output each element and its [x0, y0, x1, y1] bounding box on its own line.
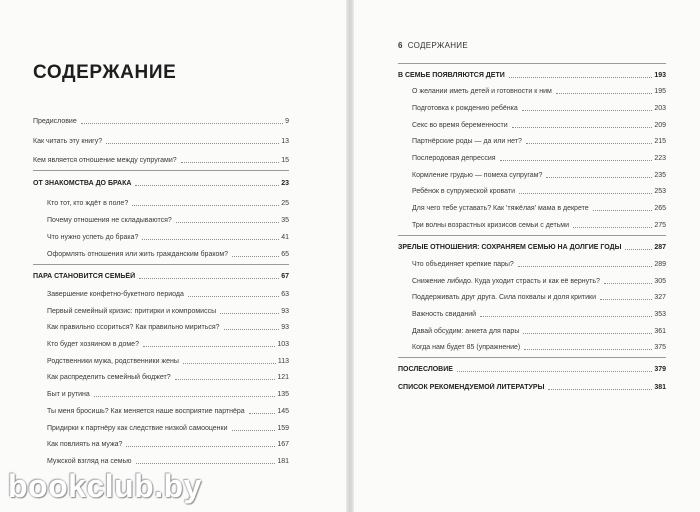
- toc-entry-page: 203: [654, 105, 666, 112]
- toc-entry-title: Ты меня бросишь? Как меняется наше восприятие партнёра: [47, 408, 245, 415]
- toc-entry-title: Кормление грудью — помеха супругам?: [412, 172, 543, 179]
- toc-entry: [412, 324, 666, 336]
- toc-chapter-entry: [33, 269, 289, 281]
- toc-entry: [47, 354, 289, 366]
- toc-entry-title: Родственники мужа, родственники жены: [47, 358, 179, 365]
- section-rule: [398, 63, 666, 64]
- toc-entry-page: 265: [654, 205, 666, 212]
- dot-leader: [126, 446, 275, 447]
- toc-entry: [33, 114, 289, 126]
- toc-entry-title: Партнёрские роды — да или нет?: [412, 138, 522, 145]
- toc-entry: [47, 304, 289, 316]
- toc-entry-title: Снижение либидо. Куда уходит страсть и как её вернуть?: [412, 278, 600, 285]
- running-head-page-number: 6: [398, 41, 403, 50]
- toc-entry-page: 135: [277, 391, 289, 398]
- section-rule: [398, 357, 666, 358]
- toc-entry-title: Быт и рутина: [47, 391, 90, 398]
- dot-leader: [556, 93, 653, 94]
- dot-leader: [81, 123, 283, 124]
- toc-entry: [47, 337, 289, 349]
- toc-entry-title: Кто тот, кто ждёт в поле?: [47, 200, 129, 207]
- running-head: [398, 41, 468, 50]
- dot-leader: [523, 333, 652, 334]
- toc-entry: [412, 134, 666, 146]
- toc-entry-page: 9: [285, 118, 289, 125]
- toc-entry-page: 195: [654, 88, 666, 95]
- toc-entry-page: 215: [654, 138, 666, 145]
- dot-leader: [519, 193, 652, 194]
- toc-entry: [47, 437, 289, 449]
- toc-entry-page: 379: [654, 366, 666, 373]
- toc-entry-title: Завершение конфетно-букетного периода: [47, 291, 184, 298]
- toc-entry-page: 145: [277, 408, 289, 415]
- toc-entry-page: 223: [654, 155, 666, 162]
- toc-entry-title: Как повлиять на мужа?: [47, 441, 123, 448]
- toc-chapter-title: ПАРА СТАНОВИТСЯ СЕМЬЁЙ: [33, 273, 136, 280]
- toc-entry-page: 23: [281, 180, 289, 187]
- toc-entry-title: Давай обсудим: анкета для пары: [412, 328, 520, 335]
- running-head-text: СОДЕРЖАНИЕ: [407, 41, 468, 50]
- toc-entry: [47, 320, 289, 332]
- toc-entry: [412, 84, 666, 96]
- toc-chapter-title: СПИСОК РЕКОМЕНДУЕМОЙ ЛИТЕРАТУРЫ: [398, 384, 545, 391]
- site-watermark: bookclub.by: [8, 468, 202, 504]
- toc-entry-page: 381: [654, 384, 666, 391]
- toc-chapter-title: В СЕМЬЕ ПОЯВЛЯЮТСЯ ДЕТИ: [398, 72, 505, 79]
- section-rule: [33, 264, 289, 265]
- toc-entry: [412, 290, 666, 302]
- toc-entry-page: 93: [281, 308, 289, 315]
- dot-leader: [524, 349, 652, 350]
- toc-entry-page: 305: [654, 278, 666, 285]
- toc-entry: [412, 257, 666, 269]
- toc-entry-title: Кто будет хозяином в доме?: [47, 341, 139, 348]
- toc-chapter-entry: [33, 176, 289, 188]
- toc-chapter-title: ЗРЕЛЫЕ ОТНОШЕНИЯ: СОХРАНЯЕМ СЕМЬЮ НА ДОЛГИЕ ГОДЫ: [398, 244, 622, 251]
- dot-leader: [139, 278, 279, 279]
- toc-entry-page: 13: [281, 138, 289, 145]
- toc-entry-title: Для чего тебе уставать? Как 'тяжёлая' мама в декрете: [412, 205, 589, 212]
- toc-entry-title: Как правильно ссориться? Как правильно мириться?: [47, 324, 220, 331]
- toc-entry-page: 65: [281, 251, 289, 258]
- toc-entry-page: 353: [654, 311, 666, 318]
- toc-entry-title: Когда нам будет 85 (упражнение): [412, 344, 521, 351]
- section-rule: [33, 170, 289, 171]
- toc-entry-page: 159: [277, 425, 289, 432]
- toc-entry-page: 67: [281, 273, 289, 280]
- dot-leader: [604, 283, 652, 284]
- dot-leader: [220, 313, 279, 314]
- toc-entry: [33, 134, 289, 146]
- toc-entry-page: 275: [654, 222, 666, 229]
- dot-leader: [457, 371, 652, 372]
- dot-leader: [509, 77, 653, 78]
- dot-leader: [249, 413, 276, 414]
- toc-entry-page: 193: [654, 72, 666, 79]
- dot-leader: [232, 256, 279, 257]
- dot-leader: [135, 185, 279, 186]
- dot-leader: [573, 227, 652, 228]
- toc-entry: [412, 274, 666, 286]
- dot-leader: [181, 162, 280, 163]
- toc-entry-page: 113: [277, 358, 289, 365]
- toc-entry-title: Послеродовая депрессия: [412, 155, 496, 162]
- dot-leader: [183, 363, 276, 364]
- toc-entry-title: Кем является отношение между супругами?: [33, 157, 177, 164]
- toc-entry: [412, 307, 666, 319]
- dot-leader: [224, 329, 280, 330]
- toc-entry-page: 181: [277, 458, 289, 465]
- toc-entry: [47, 454, 289, 466]
- toc-entry: [47, 404, 289, 416]
- dot-leader: [106, 143, 279, 144]
- book-gutter: [346, 0, 354, 512]
- toc-entry: [33, 153, 289, 165]
- toc-entry-page: 209: [654, 122, 666, 129]
- toc-chapter-title: ПОСЛЕСЛОВИЕ: [398, 366, 453, 373]
- toc-entry-page: 327: [654, 294, 666, 301]
- toc-entry: [412, 151, 666, 163]
- toc-entry-title: Поддерживать друг друга. Сила похвалы и доля критики: [412, 294, 597, 301]
- dot-leader: [176, 222, 279, 223]
- dot-leader: [132, 205, 279, 206]
- dot-leader: [143, 346, 275, 347]
- toc-entry-page: 93: [281, 324, 289, 331]
- toc-entry: [47, 370, 289, 382]
- dot-leader: [94, 396, 275, 397]
- dot-leader: [480, 316, 652, 317]
- dot-leader: [625, 249, 652, 250]
- toc-entry: [412, 101, 666, 113]
- toc-entry: [412, 201, 666, 213]
- dot-leader: [136, 463, 276, 464]
- toc-chapter-entry: [398, 68, 666, 80]
- toc-entry: [412, 168, 666, 180]
- dot-leader: [500, 160, 653, 161]
- toc-entry: [47, 196, 289, 208]
- toc-entry-page: 121: [277, 374, 289, 381]
- toc-entry-title: Что нужно успеть до брака?: [47, 234, 139, 241]
- toc-entry: [412, 184, 666, 196]
- toc-entry-page: 15: [281, 157, 289, 164]
- section-rule: [398, 235, 666, 236]
- toc-entry-page: 235: [654, 172, 666, 179]
- toc-entry-title: Оформлять отношения или жить гражданским браком?: [47, 251, 229, 258]
- dot-leader: [522, 110, 653, 111]
- toc-entry-page: 25: [281, 200, 289, 207]
- toc-entry-title: Придирки к партнёру как следствие низкой самооценки: [47, 425, 228, 432]
- toc-entry-title: Как распределить семейный бюджет?: [47, 374, 171, 381]
- toc-entry-title: Мужской взгляд на семью: [47, 458, 132, 465]
- toc-entry-page: 103: [277, 341, 289, 348]
- toc-entry-title: Почему отношения не складываются?: [47, 217, 172, 224]
- toc-entry: [47, 387, 289, 399]
- toc-entry-title: Предисловие: [33, 118, 77, 125]
- dot-leader: [232, 430, 276, 431]
- toc-entry: [47, 213, 289, 225]
- toc-entry-title: Секс во время беременности: [412, 122, 508, 129]
- toc-entry: [412, 218, 666, 230]
- toc-chapter-title: ОТ ЗНАКОМСТВА ДО БРАКА: [33, 180, 132, 187]
- dot-leader: [518, 266, 652, 267]
- toc-entry-page: 41: [281, 234, 289, 241]
- toc-entry: [47, 247, 289, 259]
- toc-entry-page: 253: [654, 188, 666, 195]
- dot-leader: [546, 177, 652, 178]
- toc-entry-page: 375: [654, 344, 666, 351]
- dot-leader: [142, 239, 279, 240]
- toc-entry-title: О желании иметь детей и готовности к ним: [412, 88, 552, 95]
- toc-title: СОДЕРЖАНИЕ: [33, 62, 177, 83]
- toc-entry: [412, 340, 666, 352]
- toc-entry-page: 361: [654, 328, 666, 335]
- dot-leader: [593, 210, 653, 211]
- toc-entry-page: 289: [654, 261, 666, 268]
- toc-entry: [47, 287, 289, 299]
- dot-leader: [512, 127, 653, 128]
- toc-entry-title: Три волны возрастных кризисов семьи с детьми: [412, 222, 570, 229]
- toc-entry-title: Подготовка к рождению ребёнка: [412, 105, 518, 112]
- toc-entry-page: 287: [654, 244, 666, 251]
- toc-entry: [47, 421, 289, 433]
- toc-entry-title: Что объединяет крепкие пары?: [412, 261, 514, 268]
- toc-entry-title: Первый семейный кризис: притирки и компромиссы: [47, 308, 217, 315]
- dot-leader: [600, 299, 652, 300]
- toc-chapter-entry: [398, 362, 666, 374]
- toc-entry-title: Важность свиданий: [412, 311, 477, 318]
- toc-chapter-entry: [398, 240, 666, 252]
- toc-entry-page: 167: [277, 441, 289, 448]
- dot-leader: [188, 296, 279, 297]
- dot-leader: [548, 389, 652, 390]
- toc-entry: [47, 230, 289, 242]
- toc-entry-page: 35: [281, 217, 289, 224]
- toc-entry-title: Как читать эту книгу?: [33, 138, 103, 145]
- toc-entry: [412, 118, 666, 130]
- dot-leader: [175, 379, 276, 380]
- toc-chapter-entry: [398, 380, 666, 392]
- toc-entry-title: Ребёнок в супружеской кровати: [412, 188, 516, 195]
- toc-entry-page: 63: [281, 291, 289, 298]
- dot-leader: [526, 143, 652, 144]
